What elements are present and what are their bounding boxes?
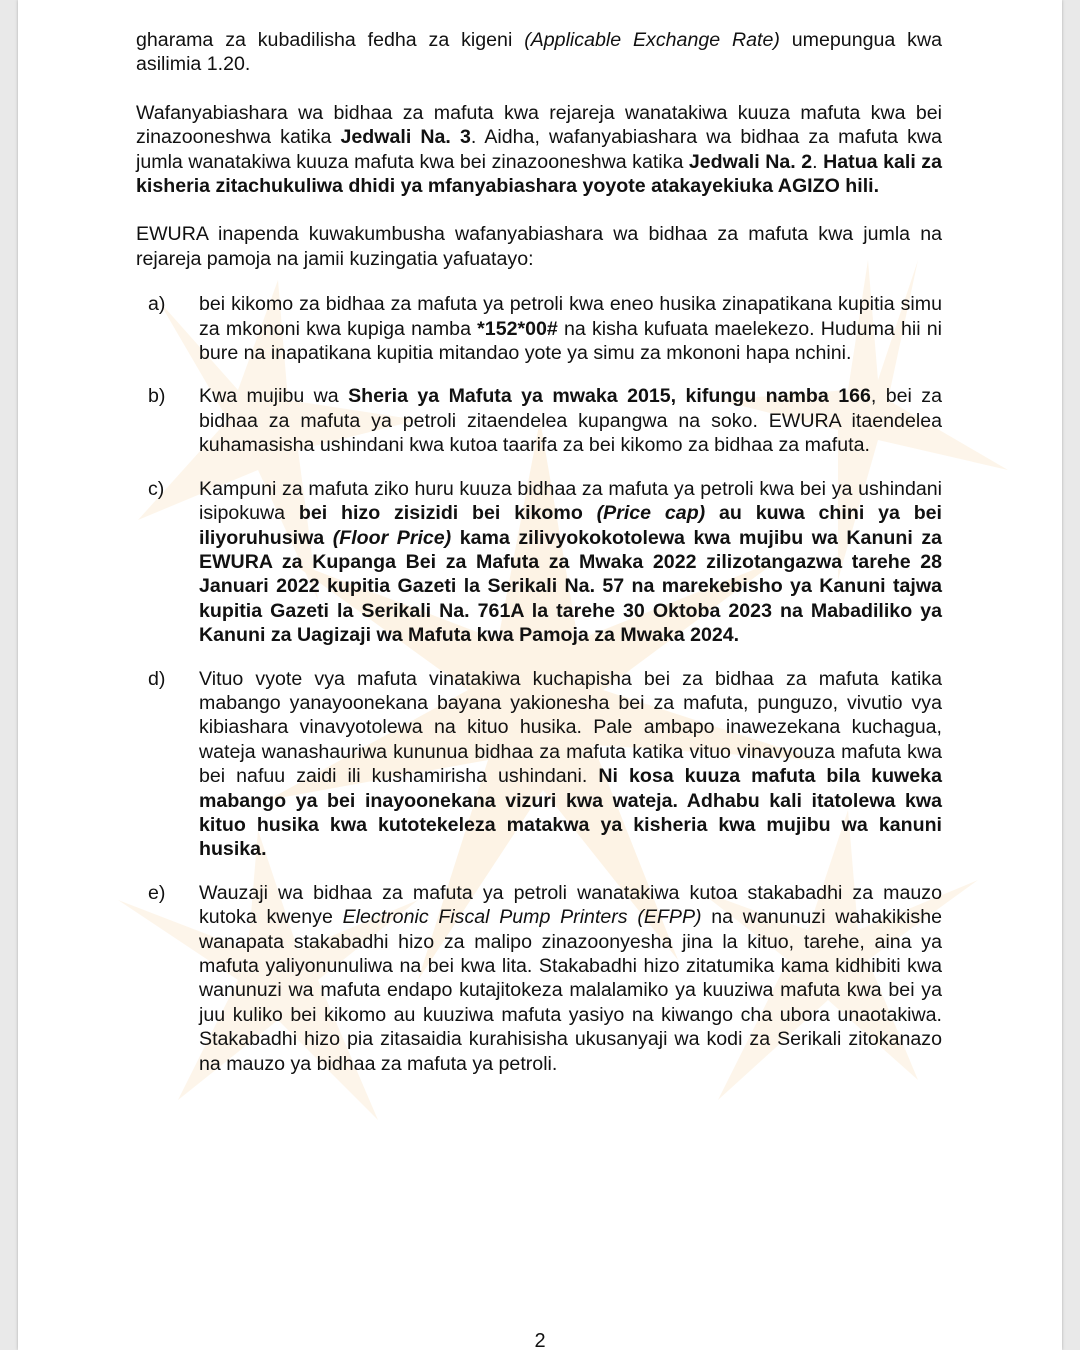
list-marker: c)	[148, 477, 165, 500]
intro-paragraph-exchange-rate: gharama za kubadilisha fedha za kigeni (Applicable Exchange Rate) umepungua kwa asilimia 1.20.	[136, 29, 942, 76]
list-item-a: a) bei kikomo za bidhaa za mafuta ya petroli kwa eneo husika zinapatikana kupitia simu za mkononi kwa kupiga namba *152*00# na kisha kufuata maelekezo. Huduma hii ni bure na inapatikana kupitia mitandao yote ya simu za mkononi hapa nchini.	[148, 293, 943, 365]
list-item-c: c) Kampuni za mafuta ziko huru kuuza bidhaa za mafuta ya petroli kwa bei ya ushindani isipokuwa bei hizo zisizidi bei kikomo (Price cap) au kuwa chini ya bei iliyoruhusiwa (Floor Price) kama zilivyokokotolewa kwa mujibu wa Kanuni za EWURA za Kupanga Bei za Mafuta za Mwaka 2022 zilizotangazwa tarehe 28 Januari 2022 kupitia Gazeti la Serikali Na. 57 na marekebisho ya Kanuni tajwa kupitia Gazeti la Serikali Na. 761A la tarehe 30 Oktoba 2023 na Mabadiliko ya Kanuni za Uagizaji wa Mafuta kwa Pamoja za Mwaka 2024.	[148, 477, 943, 647]
page-number: 2	[534, 1330, 546, 1350]
document-body	[136, 28, 942, 1095]
document-page	[18, 0, 1062, 1350]
intro-paragraph-retail-wholesale: Wafanyabiashara wa bidhaa za mafuta kwa rejareja wanatakiwa kuuza mafuta kwa bei zinazooneshwa katika Jedwali Na. 3. Aidha, wafanyabiashara wa bidhaa za mafuta kwa jumla wanatakiwa kuuza mafuta kwa bei zinazooneshwa katika Jedwali Na. 2. Hatua kali za kisheria zitachukuliwa dhidi ya mfanyabiashara yoyote atakayekiuka AGIZO hili.	[136, 101, 943, 198]
reminder-list	[136, 292, 942, 1076]
list-item-e: e) Wauzaji wa bidhaa za mafuta ya petroli wanatakiwa kutoa stakabadhi za mauzo kutoka kwenye Electronic Fiscal Pump Printers (EFPP) na wanunuzi wahakikishe wanapata stakabadhi hizo za malipo zinazoonyesha jina la kituo, tarehe, aina ya mafuta yaliyonunuliwa na bei kwa lita. Stakabadhi hizo zitatumika kama kidhibiti kwa wanunuzi wa mafuta endapo kutajitokeza malalamiko ya kuuziwa mafuta kwa bei ya juu kuliko bei kikomo au kuuziwa mafuta yasiyo na kiwango cha ubora unaotakiwa. Stakabadhi hizo pia zitasaidia kurahisisha ukusanyaji wa kodi za Serikali zitokanazo na mauzo ya bidhaa za mafuta ya petroli.	[148, 881, 942, 1075]
list-item-d: d) Vituo vyote vya mafuta vinatakiwa kuchapisha bei za bidhaa za mafuta katika mabango yanayoonekana bayana yakionesha bei za mafuta, punguzo, vivutio vya kibiashara vinavyotolewa na kituo husika. Pale ambapo inawezekana kuchagua, wateja wanashauriwa kununua bidhaa za mafuta katika vituo vinavyouza mafuta kwa bei nafuu zaidi ili kushamirisha ushindani. Ni kosa kuuza mafuta bila kuweka mabango ya bei inayoonekana vizuri kwa wateja. Adhabu kali itatolewa kwa kituo husika kwa kutotekeleza matakwa ya kisheria kwa mujibu wa kanuni husika.	[148, 667, 942, 861]
list-marker: b)	[148, 385, 166, 408]
intro-paragraph-reminder: EWURA inapenda kuwakumbusha wafanyabiashara wa bidhaa za mafuta kwa jumla na rejareja pamoja na jamii kuzingatia yafuatayo:	[136, 223, 942, 270]
list-marker: a)	[148, 293, 166, 316]
list-marker: e)	[148, 881, 166, 904]
list-item-b: b) Kwa mujibu wa Sheria ya Mafuta ya mwaka 2015, kifungu namba 166, bei za bidhaa za mafuta ya petroli zitaendelea kupangwa na soko. EWURA itaendelea kuhamasisha ushindani kwa kutoa taarifa za bei kikomo za bidhaa za mafuta.	[148, 385, 942, 457]
list-marker: d)	[148, 667, 166, 690]
